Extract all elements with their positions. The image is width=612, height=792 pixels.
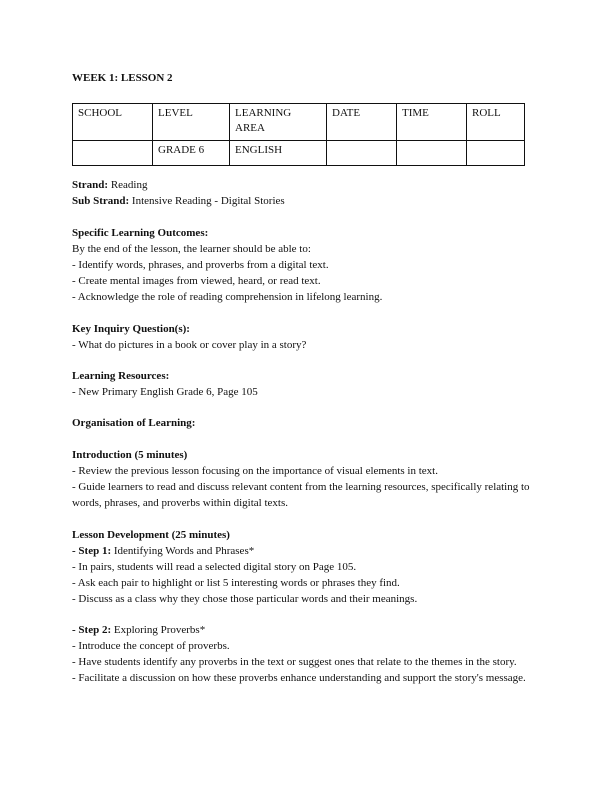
- step-title: Exploring Proverbs*: [113, 624, 206, 636]
- list-item: - Create mental images from viewed, heard, or read text.: [72, 275, 321, 287]
- list-item: - In pairs, students will read a selected digital story on Page 105.: [72, 561, 357, 573]
- section-heading: Organisation of Learning:: [72, 417, 196, 429]
- step-1-title: [72, 543, 530, 559]
- strand-section: [72, 177, 530, 209]
- introduction-section: [72, 447, 530, 511]
- organisation-section: [72, 415, 530, 431]
- list-item: - Facilitate a discussion on how these proverbs enhance understanding and support the story's message.: [72, 672, 526, 684]
- list-item: - Ask each pair to highlight or list 5 interesting words or phrases they find.: [72, 577, 400, 589]
- table-cell: ENGLISH: [230, 141, 327, 166]
- step-label: - Step 1:: [72, 545, 112, 557]
- table-header-cell: LEVEL: [153, 104, 230, 141]
- table-cell: [397, 141, 467, 166]
- list-item: - Review the previous lesson focusing on the importance of visual elements in text.: [72, 465, 438, 477]
- strand-value: Reading: [110, 179, 148, 191]
- list-item: - Identify words, phrases, and proverbs from a digital text.: [72, 259, 329, 271]
- lesson-info-table: [72, 103, 525, 166]
- step-label: - Step 2:: [72, 624, 112, 636]
- table-header-cell: TIME: [397, 104, 467, 141]
- outcomes-intro: By the end of the lesson, the learner should be able to:: [72, 243, 311, 255]
- list-item: - Introduce the concept of proverbs.: [72, 640, 230, 652]
- step-2-section: [72, 622, 530, 686]
- lesson-info-table-wrap: [72, 103, 530, 166]
- section-heading: Introduction (5 minutes): [72, 449, 188, 461]
- list-item: - What do pictures in a book or cover play in a story?: [72, 339, 307, 351]
- inquiry-section: [72, 321, 530, 353]
- section-heading: Key Inquiry Question(s):: [72, 323, 190, 335]
- list-item: - Discuss as a class why they chose those particular words and their meanings.: [72, 593, 418, 605]
- table-row: [73, 141, 525, 166]
- development-section: [72, 527, 530, 607]
- sub-strand-value: Intensive Reading - Digital Stories: [131, 195, 285, 207]
- sub-strand-label: Sub Strand:: [72, 195, 130, 207]
- table-cell: GRADE 6: [153, 141, 230, 166]
- list-item: - New Primary English Grade 6, Page 105: [72, 386, 258, 398]
- list-item: - Acknowledge the role of reading comprehension in lifelong learning.: [72, 291, 383, 303]
- table-header-cell: SCHOOL: [73, 104, 153, 141]
- table-cell: [327, 141, 397, 166]
- resources-section: [72, 368, 530, 400]
- strand-label: Strand:: [72, 179, 109, 191]
- list-item: - Guide learners to read and discuss relevant content from the learning resources, specifically relating to words, phrases, and proverbs within digital texts.: [72, 481, 530, 509]
- lesson-title-text: WEEK 1: LESSON 2: [72, 72, 173, 84]
- section-heading: Learning Resources:: [72, 370, 170, 382]
- table-header-row: [73, 104, 525, 141]
- outcomes-section: [72, 225, 530, 305]
- table-cell: [467, 141, 525, 166]
- list-item: - Have students identify any proverbs in the text or suggest ones that relate to the themes in the story.: [72, 656, 517, 668]
- step-2-title: [72, 622, 530, 638]
- sub-strand: [72, 193, 530, 209]
- step-title: Identifying Words and Phrases*: [113, 545, 255, 557]
- strand: [72, 177, 530, 193]
- lesson-title: [72, 70, 530, 86]
- section-heading: Lesson Development (25 minutes): [72, 529, 230, 541]
- table-header-cell: LEARNING AREA: [230, 104, 327, 141]
- table-header-cell: DATE: [327, 104, 397, 141]
- table-header-cell: ROLL: [467, 104, 525, 141]
- section-heading: Specific Learning Outcomes:: [72, 227, 209, 239]
- table-cell: [73, 141, 153, 166]
